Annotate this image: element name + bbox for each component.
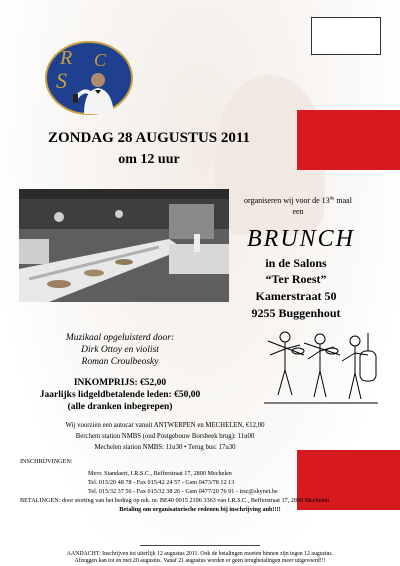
notice-line2: Afzeggen kan tot en met 20 augustus. Vanaf 21 augustus worden er geen terugbetalingen meer uitgevoerd!!!: [74, 558, 326, 564]
buffet-room-photo: [19, 189, 229, 302]
payment-details: door storting van het bedrag op rek. nr. BE40 0015 2106 3363 van I.R.S.C., Befferstraat 17, 2800 Mechelen: [61, 497, 330, 504]
payment-line: [20, 497, 395, 504]
svg-text:S: S: [56, 68, 67, 93]
event-date: ZONDAG 28 AUGUSTUS 2011: [47, 130, 251, 146]
price-line1: INKOMPRIJS: €52,00: [73, 378, 167, 388]
music-line1: Dirk Ottoy en violist: [81, 345, 159, 355]
organised-pre: organiseren wij voor de 13: [244, 196, 330, 205]
transport-line3: Mechelen station NMBS: 11u30 • Terug bus: 17u30: [94, 444, 236, 451]
transport-line1: Wij voorzien een autocar vanuit ANTWERPEN en MECHELEN, €12,00: [65, 422, 265, 429]
red-bar-top: [297, 110, 400, 170]
divider: [140, 545, 260, 546]
music-heading: Muzikaal opgeluisterd door:: [65, 333, 175, 343]
notice-line1: AANDACHT: Inschrijven tot uiterlijk 12 augustus 2011. Ook de betalingen moeten binnen zijn tegen 12 augustus.: [66, 551, 334, 557]
address-street: Kamerstraat 50: [255, 289, 337, 303]
price-line2: Jaarlijks lidgeldbetalende leden: €50,00: [39, 390, 201, 400]
stamp-box: [311, 17, 381, 55]
price-line3: (alle dranken inbegrepen): [67, 402, 173, 412]
music-line2: Roman Croulbeosky: [81, 357, 159, 367]
organised-line: [228, 196, 368, 205]
registration-line2: Tel. 015/20 48 78 - Fax 015/42 24 57 - Gsm 0473/78 12 13: [88, 479, 235, 486]
irsc-logo: [44, 38, 134, 120]
payment-note: Betaling om organisatorische redenen bij inschrijving aub!!!!: [119, 506, 281, 513]
registration-line3: Tel. 015/32 37 56 - Fax 015/32 38 26 - Gsm 0477/20 76 91 - irsc@skynet.be: [88, 488, 278, 495]
registration-line1: Mevr. Standaert, I.R.S.C., Befferstraat 17, 2800 Mechelen: [88, 470, 232, 477]
address-city: 9255 Buggenhout: [251, 306, 341, 320]
svg-text:C: C: [94, 50, 107, 70]
transport-line2: Berchem station NMBS (oud Postgebouw Borsbeek brug): 11u00: [75, 433, 255, 440]
registration-label: INSCHRIJVINGEN:: [20, 458, 73, 465]
organised-ordinal: de: [329, 196, 335, 202]
musicians-illustration: [260, 325, 382, 405]
event-time: om 12 uur: [118, 152, 180, 167]
venue-name: “Ter Roest”: [265, 272, 327, 286]
brunch-title: BRUNCH: [247, 226, 355, 252]
organised-een: een: [292, 207, 304, 216]
svg-text:R: R: [60, 47, 73, 69]
payment-label: BETALINGEN:: [20, 497, 61, 504]
venue-intro: in de Salons: [265, 256, 327, 270]
organised-post: maal: [334, 196, 352, 205]
